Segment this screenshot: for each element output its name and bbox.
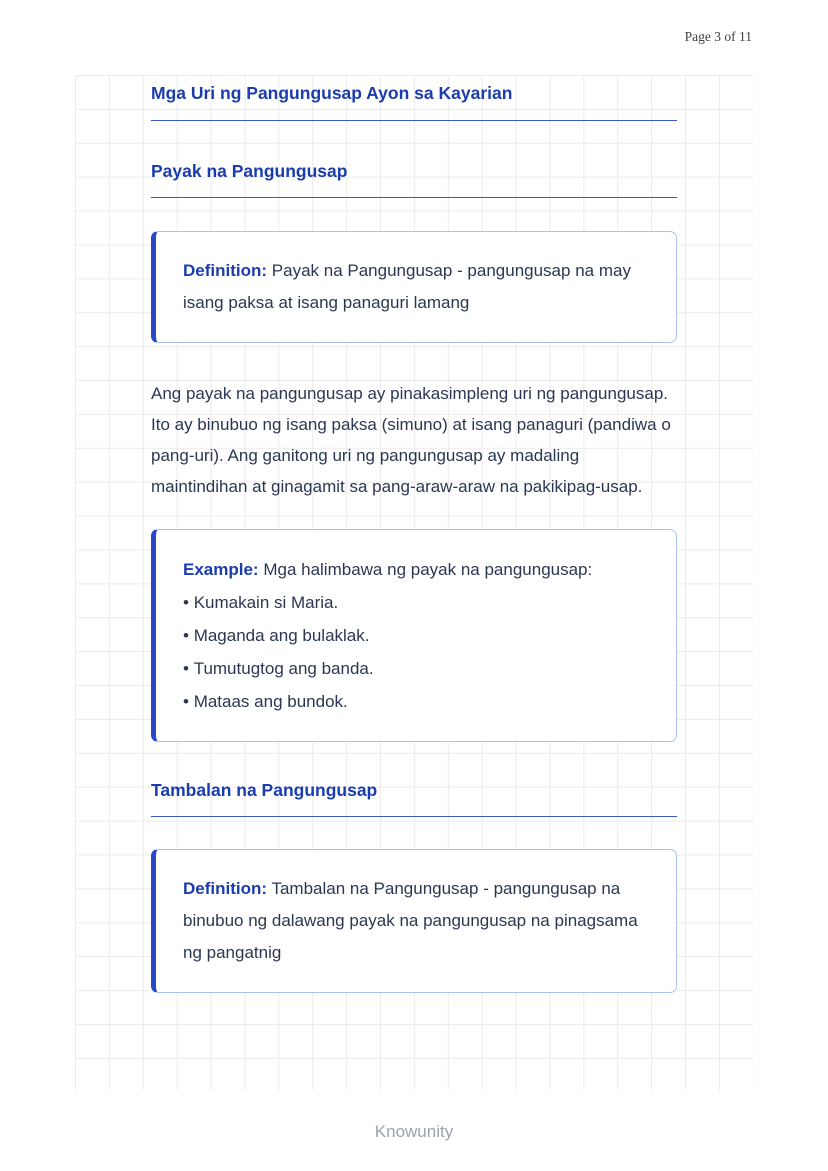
definition-label: Definition:: [183, 261, 268, 280]
section-heading-tambalan: Tambalan na Pangungusap: [151, 780, 677, 817]
footer-brand: Knowunity: [374, 1122, 454, 1141]
example-label: Example:: [183, 560, 259, 579]
example-item: • Kumakain si Maria.: [183, 586, 649, 619]
note-sheet: [75, 75, 753, 1090]
example-item: • Tumutugtog ang banda.: [183, 652, 649, 685]
example-box-payak: [151, 529, 677, 742]
example-item: • Mataas ang bundok.: [183, 685, 649, 718]
example-item: • Maganda ang bulaklak.: [183, 619, 649, 652]
definition-label: Definition:: [183, 879, 268, 898]
definition-text: Tambalan na Pangungusap - pangungusap na binubuo ng dalawang payak na pangungusap na pinagsama ng pangatnig: [183, 879, 638, 962]
document-title: Mga Uri ng Pangungusap Ayon sa Kayarian: [151, 83, 677, 121]
definition-box-payak: [151, 231, 677, 343]
example-bullet-list: [183, 586, 649, 718]
example-intro-text: Mga halimbawa ng payak na pangungusap:: [263, 560, 593, 579]
definition-text: Payak na Pangungusap - pangungusap na may isang paksa at isang panaguri lamang: [183, 261, 631, 312]
example-intro-line: [183, 553, 649, 586]
page-number-indicator: Page 3 of 11: [684, 29, 752, 44]
body-paragraph-payak: Ang payak na pangungusap ay pinakasimpleng uri ng pangungusap. Ito ay binubuo ng isang paksa (simuno) at isang panaguri (pandiwa o pang-uri). Ang ganitong uri ng pangungusap ay madaling maintindihan at ginagamit sa pang-araw-araw na pakikipag-usap.: [151, 384, 671, 496]
section-heading-payak: Payak na Pangungusap: [151, 161, 677, 198]
definition-box-tambalan: [151, 849, 677, 993]
